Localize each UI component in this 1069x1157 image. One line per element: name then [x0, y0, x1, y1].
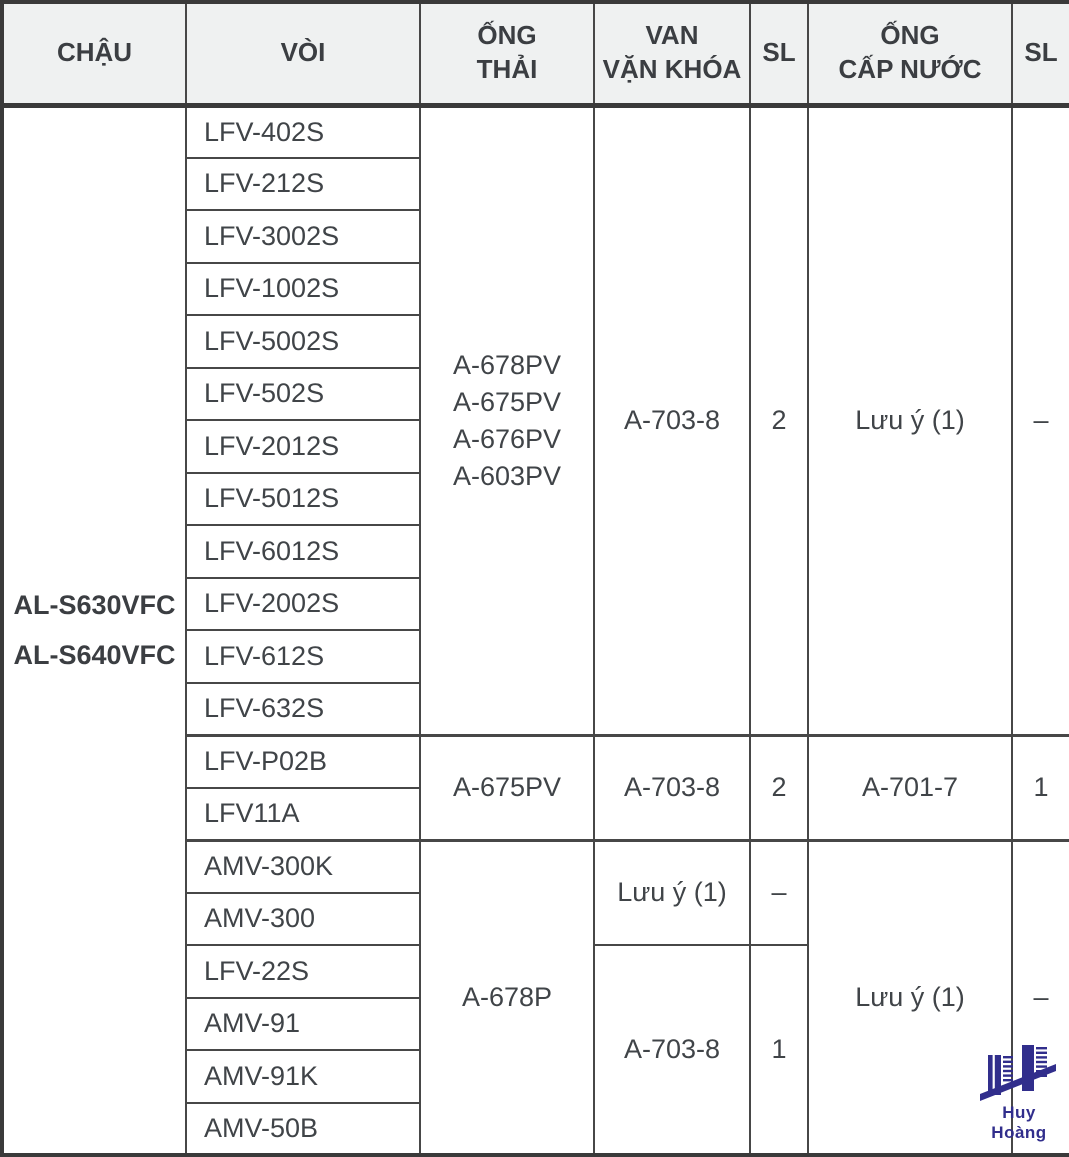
- chau-cell: [2, 105, 186, 1155]
- voi-cell: AMV-91: [186, 998, 420, 1051]
- header-chau: CHẬU: [2, 2, 186, 105]
- ong-thai-cell-group2: A-675PV: [420, 735, 594, 840]
- ong-thai-code: A-603PV: [452, 460, 562, 491]
- ong-cap-nuoc-cell-group1: Lưu ý (1): [808, 105, 1012, 735]
- ong-thai-code: A-678PV: [452, 349, 562, 380]
- ong-thai-code: A-676PV: [452, 423, 562, 454]
- voi-cell: LFV11A: [186, 788, 420, 841]
- voi-cell: LFV-2002S: [186, 578, 420, 631]
- van-van-khoa-cell-group2: A-703-8: [594, 735, 750, 840]
- van-van-khoa-cell-group3a: Lưu ý (1): [594, 840, 750, 945]
- voi-cell: LFV-3002S: [186, 210, 420, 263]
- ong-thai-code: A-675PV: [452, 386, 562, 417]
- header-ong-thai-line1: ỐNG: [477, 20, 537, 51]
- voi-cell: LFV-1002S: [186, 263, 420, 316]
- van-van-khoa-cell-group3b: A-703-8: [594, 945, 750, 1155]
- voi-cell: AMV-300: [186, 893, 420, 946]
- voi-cell: LFV-212S: [186, 158, 420, 211]
- header-ong-cap-nuoc: [808, 2, 1012, 105]
- chau-model-2: AL-S640VFC: [13, 640, 176, 671]
- sl-cap-cell-group2: 1: [1012, 735, 1069, 840]
- ong-thai-cell-group1: [420, 105, 594, 735]
- ong-cap-nuoc-cell-group3: Lưu ý (1): [808, 840, 1012, 1155]
- header-van-van-khoa: [594, 2, 750, 105]
- voi-cell: LFV-P02B: [186, 735, 420, 788]
- sl-van-cell-group2: 2: [750, 735, 808, 840]
- voi-cell: LFV-612S: [186, 630, 420, 683]
- voi-cell: LFV-5002S: [186, 315, 420, 368]
- van-van-khoa-cell-group1: A-703-8: [594, 105, 750, 735]
- header-sl-1: SL: [750, 2, 808, 105]
- sl-van-cell-group1: 2: [750, 105, 808, 735]
- sl-van-cell-group3a: –: [750, 840, 808, 945]
- voi-cell: AMV-300K: [186, 840, 420, 893]
- header-sl-2: SL: [1012, 2, 1069, 105]
- huy-hoang-logo-text: Huy Hoàng: [991, 1103, 1047, 1142]
- voi-cell: LFV-2012S: [186, 420, 420, 473]
- ong-thai-cell-group3: A-678P: [420, 840, 594, 1155]
- header-van-line1: VAN: [645, 20, 699, 51]
- voi-cell: LFV-6012S: [186, 525, 420, 578]
- header-cap-nuoc-line2: CẤP NƯỚC: [838, 54, 982, 85]
- voi-cell: LFV-632S: [186, 683, 420, 736]
- sl-cap-cell-group1: –: [1012, 105, 1069, 735]
- voi-cell: LFV-22S: [186, 945, 420, 998]
- header-ong-thai-line2: THẢI: [476, 54, 538, 85]
- sl-van-cell-group3b: 1: [750, 945, 808, 1155]
- voi-cell: LFV-502S: [186, 368, 420, 421]
- voi-cell: AMV-91K: [186, 1050, 420, 1103]
- header-row: [2, 2, 1069, 105]
- header-voi: VÒI: [186, 2, 420, 105]
- sl-cap-cell-group3: –: [1012, 840, 1069, 1155]
- ong-cap-nuoc-cell-group2: A-701-7: [808, 735, 1012, 840]
- header-van-line2: VẶN KHÓA: [602, 54, 742, 85]
- voi-cell: LFV-5012S: [186, 473, 420, 526]
- table-row: [2, 105, 1069, 158]
- chau-model-1: AL-S630VFC: [13, 590, 176, 621]
- header-cap-nuoc-line1: ỐNG: [880, 20, 940, 51]
- voi-cell: AMV-50B: [186, 1103, 420, 1156]
- voi-cell: LFV-402S: [186, 105, 420, 158]
- header-ong-thai: [420, 2, 594, 105]
